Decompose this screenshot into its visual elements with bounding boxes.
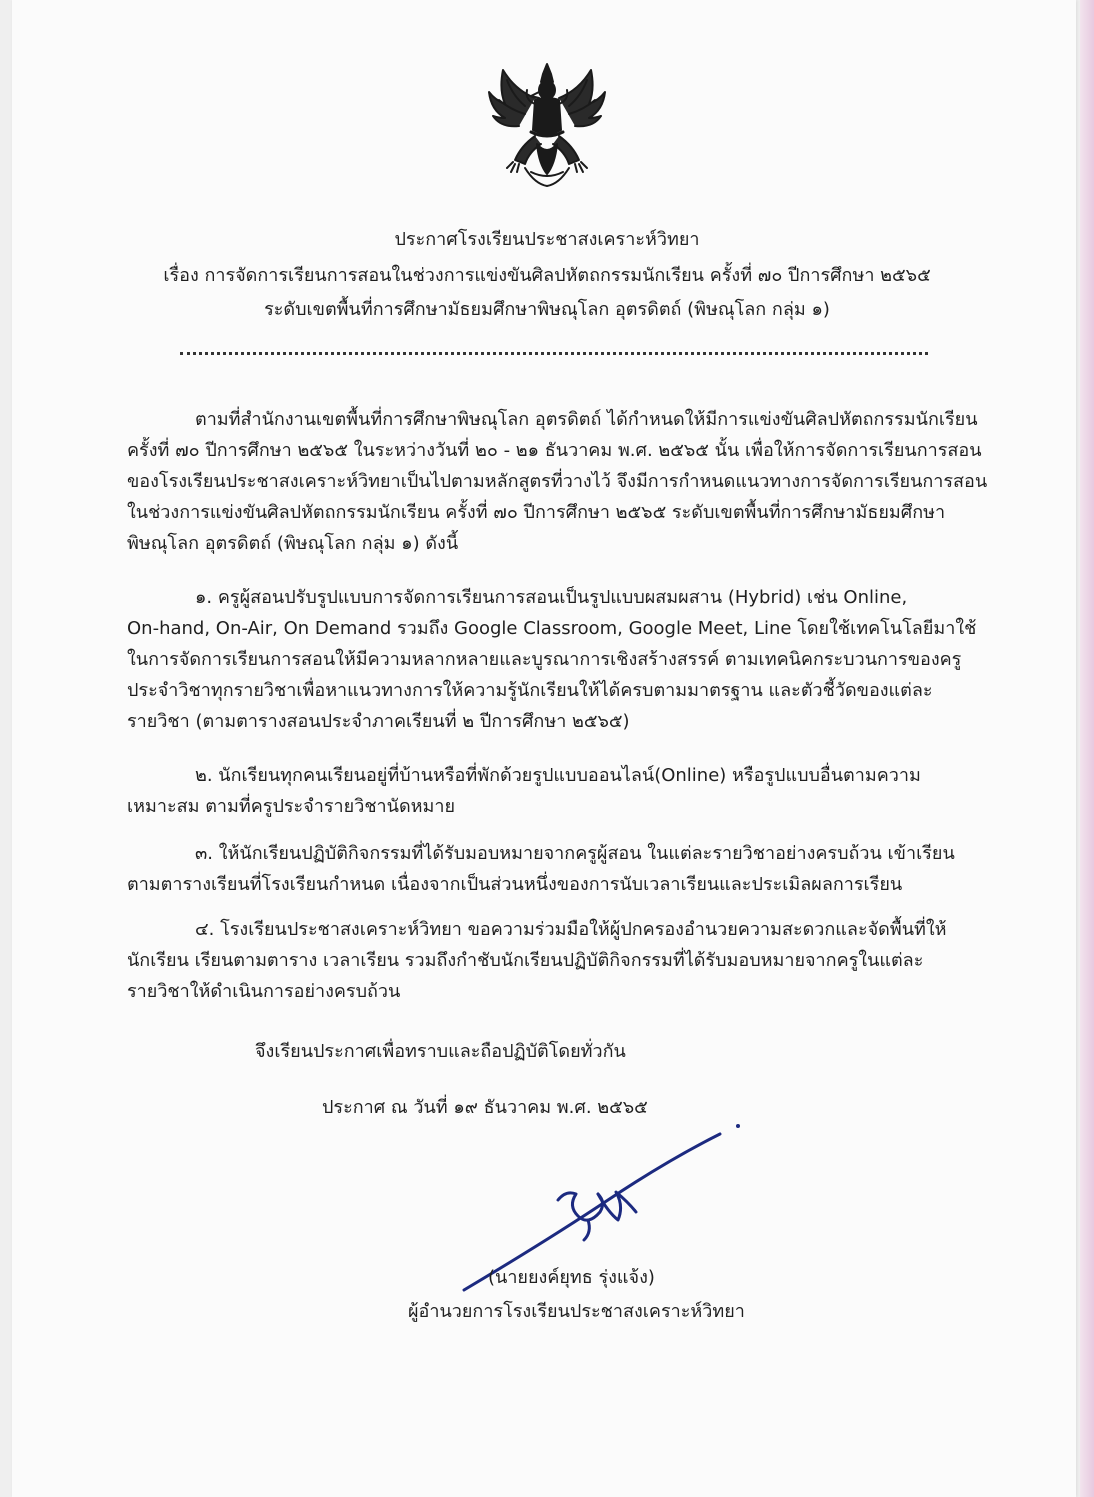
text-line: ๑. ครูผู้สอนปรับรูปแบบการจัดการเรียนการสอนเป็นรูปแบบผสมผสาน (Hybrid) เช่น Online, bbox=[195, 587, 908, 608]
text-line: นักเรียน เรียนตามตาราง เวลาเรียน รวมถึงกำชับนักเรียนปฏิบัติกิจกรรมที่ได้รับมอบหมายจากครูในแต่ละ bbox=[127, 950, 924, 971]
announcement-date: ประกาศ ณ วันที่ ๑๙ ธันวาคม พ.ศ. ๒๕๖๕ bbox=[322, 1097, 648, 1118]
text-line: ครั้งที่ ๗๐ ปีการศึกษา ๒๕๖๕ ในระหว่างวันที่ ๒๐ - ๒๑ ธันวาคม พ.ศ. ๒๕๖๕ นั้น เพื่อให้การจัดการเรียนการสอน bbox=[127, 440, 982, 461]
text-line: On-hand, On-Air, On Demand รวมถึง Google Classroom, Google Meet, Line โดยใช้เทคโนโลยีมาใช้ bbox=[127, 618, 977, 639]
text-line: ตามที่สำนักงานเขตพื้นที่การศึกษาพิษณุโลก อุตรดิตถ์ ได้กำหนดให้มีการแข่งขันศิลปหัตถกรรมนักเรียน bbox=[195, 409, 978, 430]
garuda-emblem-icon bbox=[485, 60, 609, 190]
text-line: ๔. โรงเรียนประชาสงเคราะห์วิทยา ขอความร่วมมือให้ผู้ปกครองอำนวยความสะดวกและจัดพื้นที่ให้ bbox=[195, 919, 947, 940]
item-1-paragraph bbox=[127, 582, 987, 737]
text-line: ของโรงเรียนประชาสงเคราะห์วิทยาเป็นไปตามหลักสูตรที่วางไว้ จึงมีการกำหนดแนวทางการจัดการเรียนการสอน bbox=[127, 471, 988, 492]
item-2-paragraph bbox=[127, 760, 987, 822]
text-line: เหมาะสม ตามที่ครูประจำรายวิชานัดหมาย bbox=[127, 796, 456, 817]
announcement-subject: เรื่อง การจัดการเรียนการสอนในช่วงการแข่งขันศิลปหัตถกรรมนักเรียน ครั้งที่ ๗๐ ปีการศึกษา ๒๕๖๕ bbox=[163, 265, 931, 286]
intro-paragraph bbox=[127, 404, 987, 559]
text-line: ในการจัดการเรียนการสอนให้มีความหลากหลายและบูรณาการเชิงสร้างสรรค์ ตามเทคนิคกระบวนการของครู bbox=[127, 649, 962, 670]
text-line: ในช่วงการแข่งขันศิลปหัตถกรรมนักเรียน ครั้งที่ ๗๐ ปีการศึกษา ๒๕๖๕ ระดับเขตพื้นที่การศึกษามัธยมศึกษา bbox=[127, 502, 946, 523]
closing-announce: จึงเรียนประกาศเพื่อทราบและถือปฏิบัติโดยทั่วกัน bbox=[255, 1041, 626, 1062]
announcement-title: ประกาศโรงเรียนประชาสงเคราะห์วิทยา bbox=[394, 229, 700, 250]
desk-background-edge bbox=[1080, 0, 1094, 1497]
text-line: ๓. ให้นักเรียนปฏิบัติกิจกรรมที่ได้รับมอบหมายจากครูผู้สอน ในแต่ละรายวิชาอย่างครบถ้วน เข้าเรียน bbox=[195, 843, 955, 864]
item-4-paragraph bbox=[127, 914, 987, 1007]
announcement-scope: ระดับเขตพื้นที่การศึกษามัธยมศึกษาพิษณุโลก อุตรดิตถ์ (พิษณุโลก กลุ่ม ๑) bbox=[264, 299, 830, 320]
text-line: รายวิชา (ตามตารางสอนประจำภาคเรียนที่ ๒ ปีการศึกษา ๒๕๖๕) bbox=[127, 711, 630, 732]
signer-name: (นายยงค์ยุทธ รุ่งแจ้ง) bbox=[488, 1267, 655, 1288]
signer-title: ผู้อำนวยการโรงเรียนประชาสงเคราะห์วิทยา bbox=[408, 1301, 745, 1322]
text-line: ๒. นักเรียนทุกคนเรียนอยู่ที่บ้านหรือที่พักด้วยรูปแบบออนไลน์(Online) หรือรูปแบบอื่นตามความ bbox=[195, 765, 921, 786]
dotted-separator bbox=[180, 352, 928, 355]
text-line: ตามตารางเรียนที่โรงเรียนกำหนด เนื่องจากเป็นส่วนหนึ่งของการนับเวลาเรียนและประเมิลผลการเรียน bbox=[127, 874, 903, 895]
item-3-paragraph bbox=[127, 838, 987, 900]
text-line: รายวิชาให้ดำเนินการอย่างครบถ้วน bbox=[127, 981, 401, 1002]
text-line: พิษณุโลก อุตรดิตถ์ (พิษณุโลก กลุ่ม ๑) ดังนี้ bbox=[127, 533, 459, 554]
text-line: ประจำวิชาทุกรายวิชาเพื่อหาแนวทางการให้ความรู้นักเรียนให้ได้ครบตามมาตรฐาน และตัวชี้วัดของแต่ละ bbox=[127, 680, 933, 701]
